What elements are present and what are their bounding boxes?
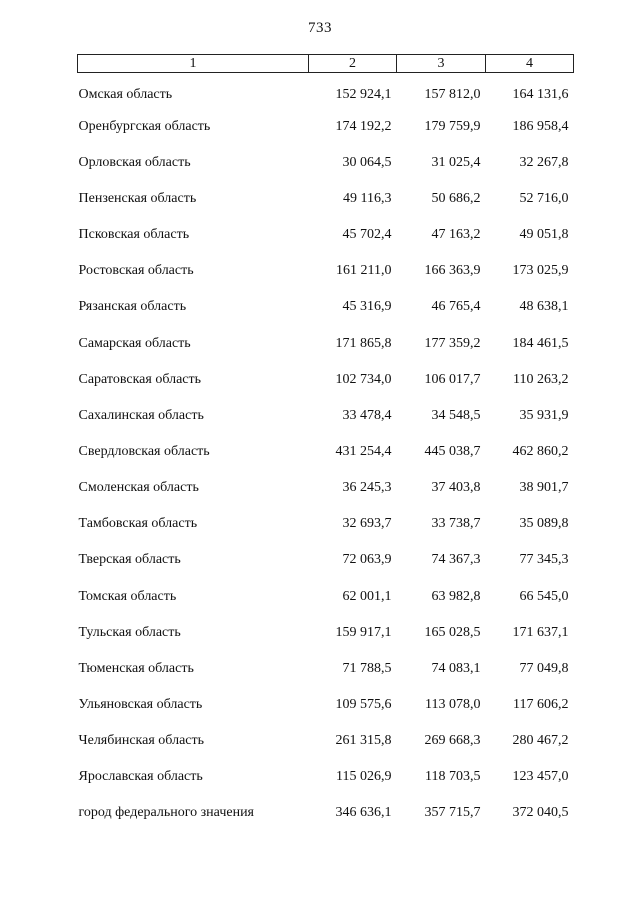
value-col-2-cell: 174 192,2 — [335, 118, 392, 134]
value-col-4-cell: 52 716,0 — [519, 190, 569, 206]
value-col-4-cell: 38 901,7 — [519, 480, 569, 496]
value-col-4-cell: 462 860,2 — [512, 443, 569, 459]
table-row — [78, 723, 574, 759]
column-header-4: 4 — [486, 55, 574, 73]
region-name-cell: Ульяновская область — [78, 696, 203, 712]
table-row — [78, 687, 574, 723]
value-col-2-cell: 45 316,9 — [342, 299, 392, 315]
value-col-4-cell: 77 049,8 — [519, 660, 569, 676]
region-name-cell: Тюменская область — [78, 660, 194, 676]
value-col-4-cell: 164 131,6 — [512, 87, 569, 103]
region-name-cell: Омская область — [78, 87, 173, 103]
table-row — [78, 253, 574, 289]
header-row — [78, 55, 574, 73]
value-col-3-cell: 118 703,5 — [425, 769, 481, 785]
region-name-cell: Орловская область — [78, 154, 191, 170]
value-col-3-cell: 165 028,5 — [424, 624, 481, 640]
table-row — [78, 506, 574, 542]
table-body — [78, 73, 574, 832]
column-header-1: 1 — [78, 55, 309, 73]
region-name-cell: Ярославская область — [78, 769, 203, 785]
value-col-2-cell: 72 063,9 — [342, 552, 392, 568]
table-row — [78, 615, 574, 651]
value-col-4-cell: 117 606,2 — [513, 696, 569, 712]
region-name-cell: Пензенская область — [78, 190, 197, 206]
value-col-2-cell: 159 917,1 — [335, 624, 392, 640]
value-col-2-cell: 32 693,7 — [342, 516, 392, 532]
table-row — [78, 795, 574, 831]
value-col-4-cell: 110 263,2 — [513, 371, 569, 387]
table-row — [78, 145, 574, 181]
value-col-3-cell: 37 403,8 — [431, 480, 481, 496]
value-col-2-cell: 261 315,8 — [335, 733, 392, 749]
value-col-4-cell: 32 267,8 — [519, 154, 569, 170]
data-table — [77, 54, 574, 831]
region-name-cell: Челябинская область — [78, 733, 204, 749]
region-name-cell: город федерального значения — [78, 805, 254, 821]
value-col-3-cell: 157 812,0 — [424, 87, 481, 103]
region-name-cell: Рязанская область — [78, 299, 187, 315]
region-name-cell: Свердловская область — [78, 443, 210, 459]
value-col-4-cell: 173 025,9 — [512, 263, 569, 279]
table-row — [78, 578, 574, 614]
table-row — [78, 109, 574, 145]
value-col-4-cell: 77 345,3 — [519, 552, 569, 568]
column-header-2: 2 — [309, 55, 397, 73]
value-col-3-cell: 106 017,7 — [424, 371, 481, 387]
column-header-3: 3 — [397, 55, 486, 73]
value-col-3-cell: 34 548,5 — [431, 407, 481, 423]
region-name-cell: Самарская область — [78, 335, 191, 351]
region-name-cell: Смоленская область — [78, 480, 199, 496]
value-col-2-cell: 49 116,3 — [343, 190, 392, 206]
value-col-2-cell: 33 478,4 — [342, 407, 392, 423]
value-col-2-cell: 346 636,1 — [335, 805, 392, 821]
value-col-3-cell: 166 363,9 — [424, 263, 481, 279]
value-col-3-cell: 46 765,4 — [431, 299, 481, 315]
value-col-4-cell: 35 089,8 — [519, 516, 569, 532]
value-col-3-cell: 63 982,8 — [431, 588, 481, 604]
value-col-3-cell: 445 038,7 — [424, 443, 481, 459]
region-name-cell: Томская область — [78, 588, 177, 604]
value-col-3-cell: 357 715,7 — [424, 805, 481, 821]
value-col-2-cell: 115 026,9 — [336, 769, 392, 785]
table-row — [78, 325, 574, 361]
value-col-2-cell: 431 254,4 — [335, 443, 392, 459]
table-row — [78, 181, 574, 217]
region-name-cell: Саратовская область — [78, 371, 202, 387]
value-col-3-cell: 177 359,2 — [424, 335, 481, 351]
value-col-2-cell: 171 865,8 — [335, 335, 392, 351]
value-col-3-cell: 113 078,0 — [425, 696, 481, 712]
value-col-3-cell: 33 738,7 — [431, 516, 481, 532]
value-col-4-cell: 48 638,1 — [519, 299, 569, 315]
value-col-3-cell: 74 083,1 — [431, 660, 481, 676]
table-row — [78, 651, 574, 687]
region-name-cell: Псковская область — [78, 227, 190, 243]
table-row — [78, 73, 574, 109]
value-col-4-cell: 372 040,5 — [512, 805, 569, 821]
region-name-cell: Сахалинская область — [78, 407, 204, 423]
value-col-2-cell: 102 734,0 — [335, 371, 392, 387]
value-col-4-cell: 123 457,0 — [512, 769, 569, 785]
table-row — [78, 434, 574, 470]
value-col-2-cell: 71 788,5 — [342, 660, 392, 676]
value-col-4-cell: 280 467,2 — [512, 733, 569, 749]
table-row — [78, 398, 574, 434]
value-col-2-cell: 62 001,1 — [342, 588, 392, 604]
region-name-cell: Тверская область — [78, 552, 181, 568]
region-name-cell: Тамбовская область — [78, 516, 198, 532]
value-col-4-cell: 66 545,0 — [519, 588, 569, 604]
table-row — [78, 217, 574, 253]
value-col-4-cell: 49 051,8 — [519, 227, 569, 243]
value-col-3-cell: 50 686,2 — [431, 190, 481, 206]
table-row — [78, 470, 574, 506]
table-header — [78, 55, 574, 73]
value-col-2-cell: 161 211,0 — [336, 263, 392, 279]
region-name-cell: Тульская область — [78, 624, 181, 640]
value-col-3-cell: 269 668,3 — [424, 733, 481, 749]
value-col-2-cell: 36 245,3 — [342, 480, 392, 496]
region-name-cell: Оренбургская область — [78, 118, 211, 134]
table-row — [78, 759, 574, 795]
value-col-3-cell: 47 163,2 — [431, 227, 481, 243]
value-col-4-cell: 186 958,4 — [512, 118, 569, 134]
value-col-2-cell: 152 924,1 — [335, 87, 392, 103]
value-col-4-cell: 184 461,5 — [512, 335, 569, 351]
value-col-4-cell: 171 637,1 — [512, 624, 569, 640]
table-row — [78, 362, 574, 398]
value-col-2-cell: 45 702,4 — [342, 227, 392, 243]
table-row — [78, 542, 574, 578]
value-col-2-cell: 109 575,6 — [335, 696, 392, 712]
region-name-cell: Ростовская область — [78, 263, 194, 279]
value-col-4-cell: 35 931,9 — [519, 407, 569, 423]
page-number: 733 — [308, 20, 332, 36]
value-col-3-cell: 74 367,3 — [431, 552, 481, 568]
value-col-2-cell: 30 064,5 — [342, 154, 392, 170]
value-col-3-cell: 31 025,4 — [431, 154, 481, 170]
value-col-3-cell: 179 759,9 — [424, 118, 481, 134]
table-row — [78, 289, 574, 325]
